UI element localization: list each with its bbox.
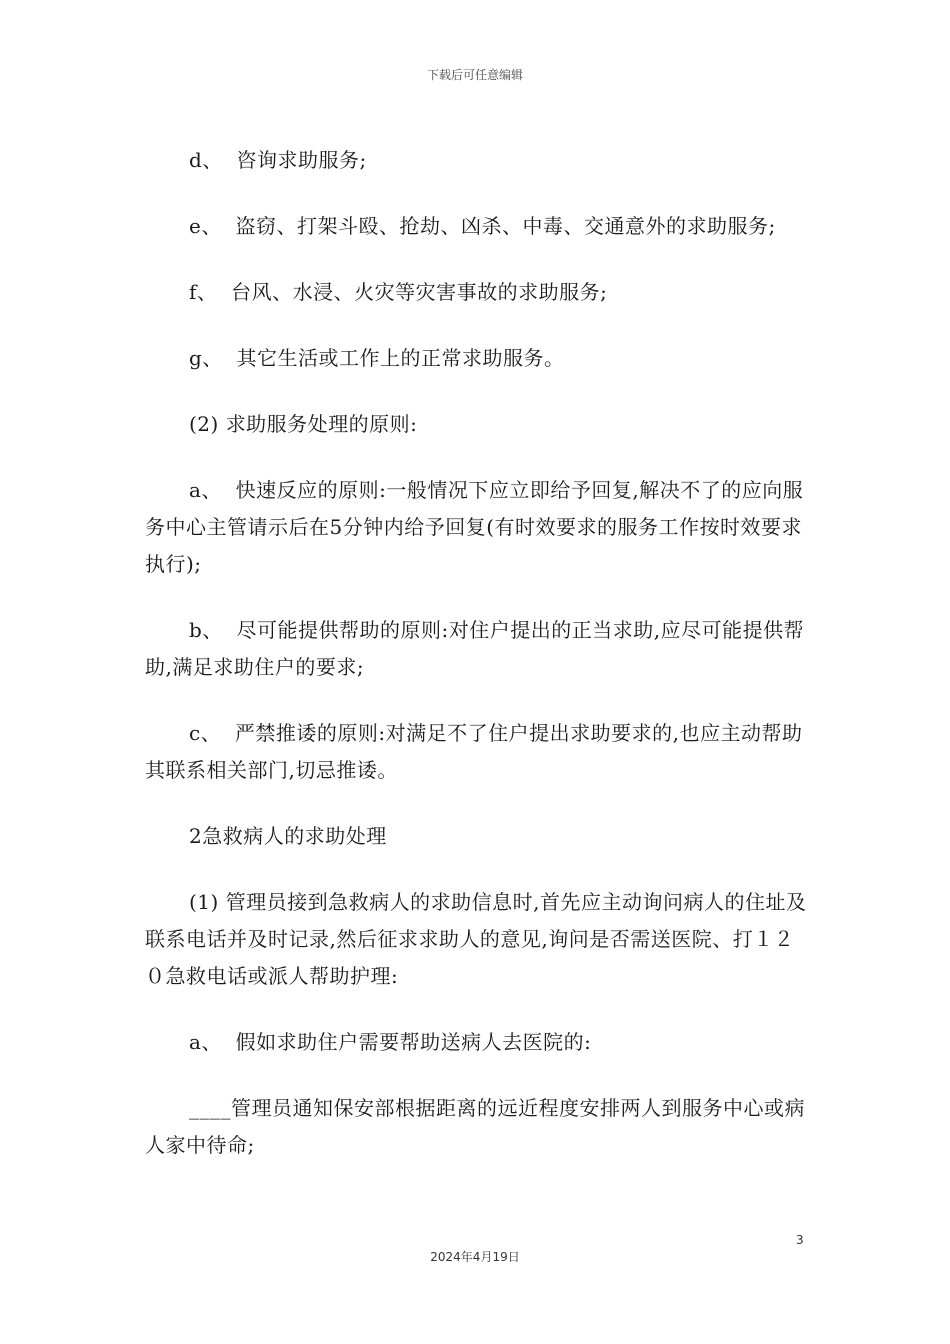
paragraph-principles-heading: (2) 求助服务处理的原则:	[189, 412, 418, 436]
paragraph-emergency-a: a、 假如求助住户需要帮助送病人去医院的:	[189, 1030, 592, 1054]
paragraph-item-f: f、 台风、水浸、火灾等灾害事故的求助服务;	[189, 280, 608, 304]
paragraph-principle-c: c、 严禁推诿的原则:对满足不了住户提出求助要求的,也应主动帮助其联系相关部门,切忌推诿。	[145, 721, 803, 782]
paragraph-emergency-1: (1) 管理员接到急救病人的求助信息时,首先应主动询问病人的住址及联系电话并及时记录,然后征求求助人的意见,询问是否需送医院、打１２０急救电话或派人帮助护理:	[145, 890, 807, 988]
document-body	[145, 142, 810, 1193]
paragraph-item-d: d、 咨询求助服务;	[189, 148, 367, 172]
paragraph-emergency-notice: ____管理员通知保安部根据距离的远近程度安排两人到服务中心或病人家中待命;	[145, 1096, 805, 1157]
paragraph-item-g: g、 其它生活或工作上的正常求助服务。	[189, 346, 565, 370]
paragraph-item-e: e、 盗窃、打架斗殴、抢劫、凶杀、中毒、交通意外的求助服务;	[189, 214, 776, 238]
paragraph-principle-b: b、 尽可能提供帮助的原则:对住户提出的正当求助,应尽可能提供帮助,满足求助住户的要求;	[145, 618, 805, 679]
page-header: 下载后可任意编辑	[426, 68, 523, 82]
page-footer-date: 2024年4月19日	[430, 1250, 520, 1264]
section-heading-emergency: 2急救病人的求助处理	[189, 824, 387, 848]
page-number: 3	[796, 1233, 804, 1247]
paragraph-principle-a: a、 快速反应的原则:一般情况下应立即给予回复,解决不了的应向服务中心主管请示后在5分钟内给予回复(有时效要求的服务工作按时效要求执行);	[145, 478, 804, 576]
